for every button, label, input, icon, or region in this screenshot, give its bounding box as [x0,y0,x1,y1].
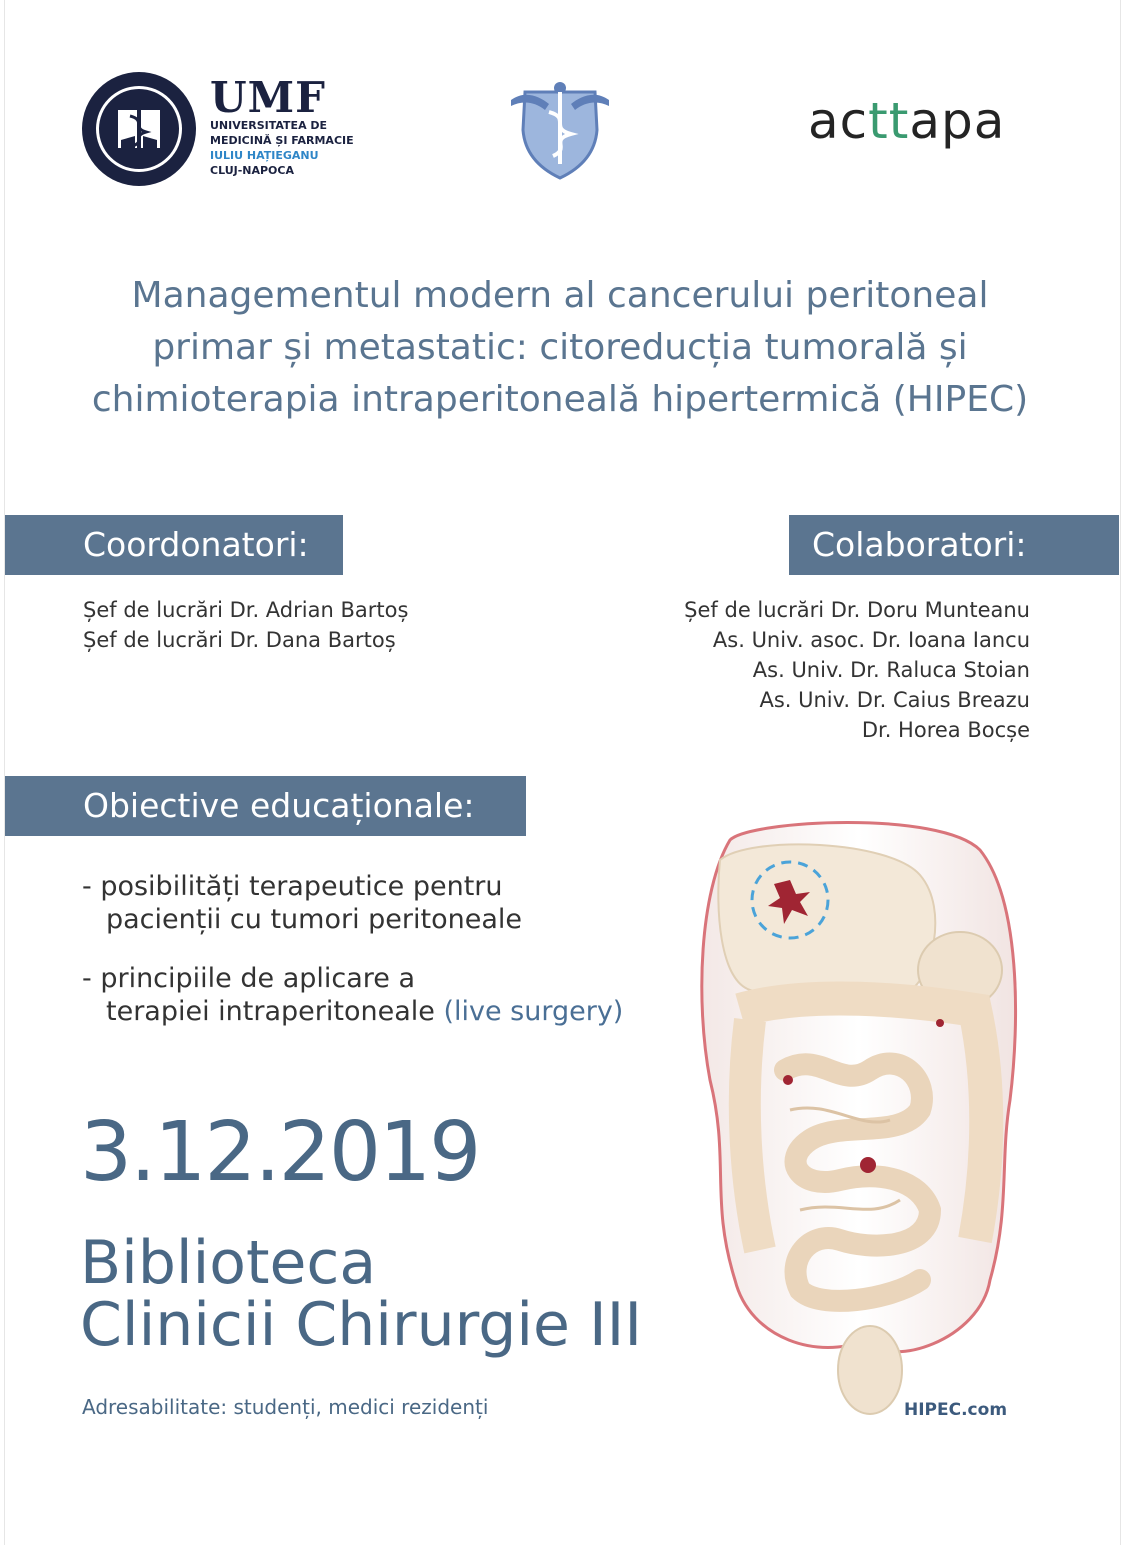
umf-line-2: MEDICINĂ ȘI FARMACIE [210,134,354,147]
acttapa-part3: apa [909,92,1006,150]
live-surgery-highlight: (live surgery) [443,996,624,1027]
colaborator-name: As. Univ. Dr. Caius Breazu [759,688,1030,712]
umf-line-1: UNIVERSITATEA DE [210,119,328,132]
audience-text: Adresabilitate: studenți, medici rezidenți [82,1395,489,1419]
title-line-1: Managementul modern al cancerului peritoneal [131,275,989,316]
obiective-heading: Obiective educaționale: [5,776,526,836]
umf-logo-text [210,73,354,178]
coordonator-name: Șef de lucrări Dr. Dana Bartoș [83,628,396,652]
umf-seal-icon [80,70,198,188]
coordonatori-heading: Coordonatori: [5,515,343,575]
obiectiv-1-line-2: pacienții cu tumori peritoneale [106,904,523,935]
colaborator-name: As. Univ. asoc. Dr. Ioana Iancu [712,628,1030,652]
obiective-list [82,870,623,1054]
obiectiv-item-2 [82,962,623,1028]
colaborator-name: Șef de lucrări Dr. Doru Munteanu [684,598,1030,622]
acttapa-part1: ac [808,92,869,150]
place-line-2: Clinicii Chirurgie III [80,1290,643,1360]
event-date: 3.12.2019 [80,1105,480,1200]
umf-line-3: IULIU HAȚIEGANU [210,149,319,162]
colaborator-name: Dr. Horea Bocșe [861,718,1030,742]
umf-abbr: UMF [210,73,326,122]
acttapa-part2: tt [868,92,910,150]
obiectiv-item-1 [82,870,623,936]
colaboratori-heading: Colaboratori: [789,515,1119,575]
place-line-1: Biblioteca [80,1228,377,1298]
coordonator-name: Șef de lucrări Dr. Adrian Bartoș [83,598,409,622]
obiectiv-2-text: terapiei intraperitoneale [106,996,435,1027]
abdomen-illustration [690,780,1060,1440]
colaboratori-list [684,595,1030,745]
obiectiv-2-line-2 [82,995,623,1028]
colaborator-name: As. Univ. Dr. Raluca Stoian [752,658,1030,682]
medical-crest-icon [505,70,615,182]
obiectiv-2-line-1: - principiile de aplicare a [82,963,416,994]
umf-line-4: CLUJ-NAPOCA [210,164,294,177]
obiectiv-1-line-1: - posibilități terapeutice pentru [82,871,503,902]
title-line-3: chimioterapia intraperitoneală hipertermică (HIPEC) [91,379,1029,420]
acttapa-logo [808,92,1005,150]
hipec-credit: HIPEC.com [904,1400,1008,1420]
poster-title [60,270,1060,426]
title-line-2: primar și metastatic: citoreducția tumorală și [152,327,968,368]
event-place [80,1228,643,1360]
coordonatori-list [83,595,408,655]
